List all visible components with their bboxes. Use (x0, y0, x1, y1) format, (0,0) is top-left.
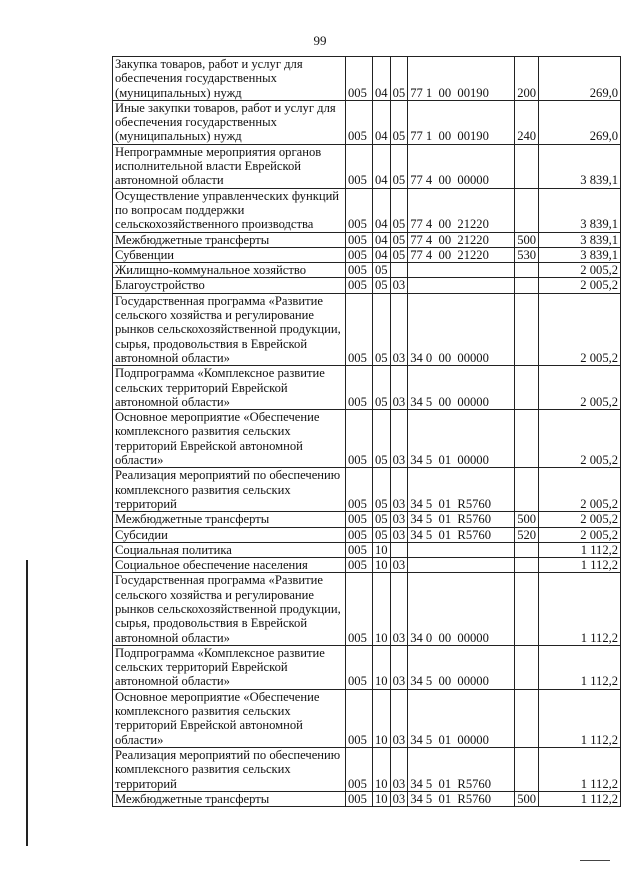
row-section-code: 04 (373, 188, 391, 232)
row-amount: 3 839,1 (539, 232, 621, 247)
row-section-code: 05 (373, 410, 391, 468)
row-name: Социальное обеспечение населения (113, 558, 346, 573)
row-section-code: 04 (373, 144, 391, 188)
row-ved-code: 005 (346, 293, 373, 365)
row-subsection-code: 03 (390, 558, 408, 573)
row-subsection-code: 03 (390, 293, 408, 365)
row-expense-type-code (515, 410, 539, 468)
row-ved-code: 005 (346, 410, 373, 468)
row-ved-code: 005 (346, 558, 373, 573)
row-ved-code: 005 (346, 527, 373, 542)
row-expense-type-code (515, 468, 539, 512)
row-amount: 2 005,2 (539, 410, 621, 468)
row-ved-code: 005 (346, 573, 373, 645)
row-ved-code: 005 (346, 247, 373, 262)
row-amount: 1 112,2 (539, 573, 621, 645)
row-section-code: 10 (373, 747, 391, 791)
row-expense-type-code (515, 689, 539, 747)
row-name: Субвенции (113, 247, 346, 262)
row-target-code: 34 5 00 00000 (408, 645, 515, 689)
row-name: Основное мероприятие «Обеспечение комплексного развития сельских территорий Еврейской автономной области» (113, 410, 346, 468)
row-expense-type-code: 200 (515, 57, 539, 101)
row-amount: 2 005,2 (539, 512, 621, 527)
row-expense-type-code: 240 (515, 100, 539, 144)
row-subsection-code: 03 (390, 366, 408, 410)
row-name: Межбюджетные трансферты (113, 791, 346, 806)
row-name: Социальная политика (113, 542, 346, 557)
row-name: Межбюджетные трансферты (113, 232, 346, 247)
table-row (113, 542, 621, 557)
row-subsection-code: 05 (390, 57, 408, 101)
row-section-code: 10 (373, 542, 391, 557)
row-target-code: 77 4 00 21220 (408, 232, 515, 247)
row-amount: 1 112,2 (539, 747, 621, 791)
row-ved-code: 005 (346, 791, 373, 806)
row-ved-code: 005 (346, 100, 373, 144)
row-expense-type-code: 500 (515, 232, 539, 247)
row-name: Иные закупки товаров, работ и услуг для обеспечения государственных (муниципальных) нужд (113, 100, 346, 144)
table-row (113, 293, 621, 365)
row-ved-code: 005 (346, 747, 373, 791)
row-section-code: 05 (373, 527, 391, 542)
row-subsection-code (390, 542, 408, 557)
row-section-code: 05 (373, 512, 391, 527)
row-section-code: 04 (373, 57, 391, 101)
row-section-code: 05 (373, 293, 391, 365)
row-target-code: 34 5 01 R5760 (408, 527, 515, 542)
page-number: 99 (313, 33, 327, 48)
row-ved-code: 005 (346, 645, 373, 689)
row-expense-type-code (515, 278, 539, 293)
table-row (113, 645, 621, 689)
row-ved-code: 005 (346, 468, 373, 512)
row-ved-code: 005 (346, 278, 373, 293)
row-subsection-code: 03 (390, 791, 408, 806)
row-amount: 269,0 (539, 100, 621, 144)
row-target-code (408, 558, 515, 573)
row-expense-type-code (515, 747, 539, 791)
table-row (113, 689, 621, 747)
row-subsection-code: 03 (390, 512, 408, 527)
row-section-code: 10 (373, 558, 391, 573)
row-target-code: 34 5 01 R5760 (408, 747, 515, 791)
row-subsection-code: 03 (390, 278, 408, 293)
row-ved-code: 005 (346, 263, 373, 278)
row-target-code: 34 5 01 R5760 (408, 791, 515, 806)
row-ved-code: 005 (346, 689, 373, 747)
row-target-code (408, 263, 515, 278)
row-name: Межбюджетные трансферты (113, 512, 346, 527)
row-subsection-code: 05 (390, 100, 408, 144)
row-target-code: 77 4 00 00000 (408, 144, 515, 188)
row-name: Жилищно-коммунальное хозяйство (113, 263, 346, 278)
budget-table (112, 56, 621, 807)
row-ved-code: 005 (346, 188, 373, 232)
row-name: Реализация мероприятий по обеспечению комплексного развития сельских территорий (113, 747, 346, 791)
row-amount: 3 839,1 (539, 188, 621, 232)
row-subsection-code: 03 (390, 410, 408, 468)
row-target-code: 34 0 00 00000 (408, 293, 515, 365)
row-name: Государственная программа «Развитие сельского хозяйства и регулирование рынков сельскохозяйственной продукции, сырья, продовольствия в Еврейской автономной области» (113, 293, 346, 365)
row-expense-type-code (515, 144, 539, 188)
table-row (113, 512, 621, 527)
row-name: Подпрограмма «Комплексное развитие сельских территорий Еврейской автономной области» (113, 645, 346, 689)
row-ved-code: 005 (346, 542, 373, 557)
row-amount: 3 839,1 (539, 247, 621, 262)
row-amount: 3 839,1 (539, 144, 621, 188)
row-amount: 1 112,2 (539, 558, 621, 573)
table-row (113, 573, 621, 645)
table-row (113, 188, 621, 232)
row-section-code: 04 (373, 232, 391, 247)
row-target-code: 34 5 00 00000 (408, 366, 515, 410)
row-name: Субсидии (113, 527, 346, 542)
row-expense-type-code (515, 645, 539, 689)
row-expense-type-code (515, 558, 539, 573)
row-subsection-code: 03 (390, 573, 408, 645)
corner-mark (580, 860, 610, 861)
row-subsection-code: 05 (390, 188, 408, 232)
row-name: Государственная программа «Развитие сельского хозяйства и регулирование рынков сельскохозяйственной продукции, сырья, продовольствия в Еврейской автономной области» (113, 573, 346, 645)
row-section-code: 04 (373, 100, 391, 144)
row-amount: 2 005,2 (539, 527, 621, 542)
row-section-code: 10 (373, 573, 391, 645)
budget-table-body (113, 57, 621, 807)
row-target-code: 77 4 00 21220 (408, 188, 515, 232)
row-name: Основное мероприятие «Обеспечение комплексного развития сельских территорий Еврейской автономной области» (113, 689, 346, 747)
row-section-code: 05 (373, 366, 391, 410)
row-target-code (408, 278, 515, 293)
row-subsection-code: 03 (390, 527, 408, 542)
row-section-code: 05 (373, 278, 391, 293)
row-section-code: 04 (373, 247, 391, 262)
row-amount: 2 005,2 (539, 263, 621, 278)
row-target-code: 77 4 00 21220 (408, 247, 515, 262)
row-amount: 1 112,2 (539, 689, 621, 747)
table-row (113, 57, 621, 101)
row-section-code: 05 (373, 468, 391, 512)
row-name: Закупка товаров, работ и услуг для обеспечения государственных (муниципальных) нужд (113, 57, 346, 101)
row-subsection-code: 05 (390, 144, 408, 188)
row-target-code: 34 5 01 00000 (408, 410, 515, 468)
table-row (113, 747, 621, 791)
row-expense-type-code (515, 542, 539, 557)
table-row (113, 247, 621, 262)
row-expense-type-code (515, 366, 539, 410)
table-row (113, 410, 621, 468)
table-row (113, 558, 621, 573)
row-target-code (408, 542, 515, 557)
row-section-code: 10 (373, 791, 391, 806)
row-amount: 1 112,2 (539, 542, 621, 557)
row-ved-code: 005 (346, 57, 373, 101)
table-row (113, 232, 621, 247)
row-amount: 269,0 (539, 57, 621, 101)
row-target-code: 77 1 00 00190 (408, 57, 515, 101)
row-ved-code: 005 (346, 232, 373, 247)
row-subsection-code (390, 263, 408, 278)
row-target-code: 34 5 01 R5760 (408, 468, 515, 512)
row-expense-type-code (515, 293, 539, 365)
row-target-code: 34 0 00 00000 (408, 573, 515, 645)
row-subsection-code: 03 (390, 689, 408, 747)
row-name: Подпрограмма «Комплексное развитие сельских территорий Еврейской автономной области» (113, 366, 346, 410)
row-section-code: 10 (373, 689, 391, 747)
row-ved-code: 005 (346, 366, 373, 410)
row-name: Осуществление управленческих функций по вопросам поддержки сельскохозяйственного производства (113, 188, 346, 232)
row-expense-type-code: 520 (515, 527, 539, 542)
row-expense-type-code (515, 573, 539, 645)
table-row (113, 144, 621, 188)
row-amount: 2 005,2 (539, 468, 621, 512)
row-target-code: 77 1 00 00190 (408, 100, 515, 144)
row-expense-type-code (515, 188, 539, 232)
table-row (113, 366, 621, 410)
row-subsection-code: 05 (390, 232, 408, 247)
row-amount: 2 005,2 (539, 293, 621, 365)
row-ved-code: 005 (346, 144, 373, 188)
table-row (113, 263, 621, 278)
row-target-code: 34 5 01 R5760 (408, 512, 515, 527)
row-expense-type-code: 500 (515, 791, 539, 806)
table-row (113, 791, 621, 806)
row-amount: 1 112,2 (539, 791, 621, 806)
binding-line (26, 560, 28, 846)
row-expense-type-code (515, 263, 539, 278)
table-row (113, 278, 621, 293)
row-subsection-code: 03 (390, 645, 408, 689)
row-subsection-code: 03 (390, 747, 408, 791)
row-name: Благоустройство (113, 278, 346, 293)
table-row (113, 527, 621, 542)
row-subsection-code: 05 (390, 247, 408, 262)
row-subsection-code: 03 (390, 468, 408, 512)
row-name: Реализация мероприятий по обеспечению комплексного развития сельских территорий (113, 468, 346, 512)
row-section-code: 05 (373, 263, 391, 278)
row-amount: 1 112,2 (539, 645, 621, 689)
row-name: Непрограммные мероприятия органов исполнительной власти Еврейской автономной области (113, 144, 346, 188)
row-target-code: 34 5 01 00000 (408, 689, 515, 747)
row-expense-type-code: 530 (515, 247, 539, 262)
row-expense-type-code: 500 (515, 512, 539, 527)
row-ved-code: 005 (346, 512, 373, 527)
row-amount: 2 005,2 (539, 366, 621, 410)
row-section-code: 10 (373, 645, 391, 689)
table-row (113, 468, 621, 512)
row-amount: 2 005,2 (539, 278, 621, 293)
table-row (113, 100, 621, 144)
